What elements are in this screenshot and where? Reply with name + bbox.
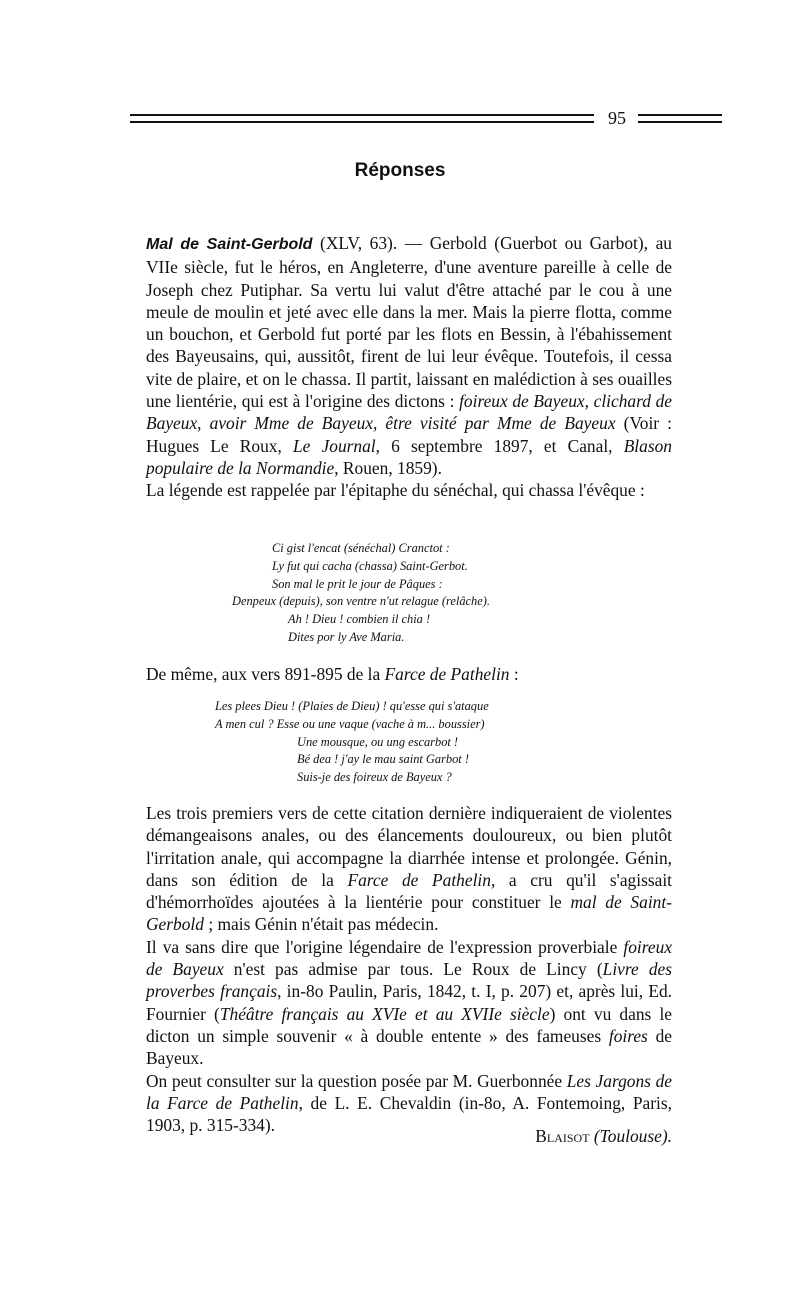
verse-line: Bé dea ! j'ay le mau saint Garbot ! [297, 752, 469, 767]
signature [146, 1126, 672, 1147]
epitaph-verse [232, 540, 612, 647]
entry-reference: (XLV, 63). [320, 233, 398, 253]
page-header [130, 108, 722, 128]
header-rule-left [130, 114, 594, 123]
verse-line: Dites por ly Ave Maria. [288, 629, 405, 644]
paragraph-consulter: On peut consulter sur la question posée par M. Guerbonnée Les Jargons de la Farce de Pathelin, de L. E. Chevaldin (in-8o, A. Fontemoing, Paris, 1903, p. 315-334). [146, 1070, 672, 1136]
commentary-body [146, 802, 672, 1136]
pathelin-verse [215, 698, 635, 787]
pathelin-intro: De même, aux vers 891-895 de la Farce de Pathelin : [146, 664, 519, 684]
verse-line: Suis-je des foireux de Bayeux ? [297, 770, 452, 785]
verse-line: Denpeux (depuis), son ventre n'ut relague (relâche). [232, 594, 490, 609]
paragraph-origine: Il va sans dire que l'origine légendaire de l'expression proverbiale foireux de Bayeux n'est pas admise par tous. Le Roux de Lincy (Livre des proverbes français, in-8o Paulin, Paris, 1842, t. I, p. 207) et, après lui, Ed. Fournier (Théâtre français au XVIe et au XVIIe siècle) ont vu dans le dicton un simple souvenir « à double entente » des fameuses foires de Bayeux. [146, 936, 673, 1069]
header-rule-right [638, 114, 722, 123]
verse-line: Ci gist l'encat (sénéchal) Cranctot : [272, 541, 450, 555]
verse-line: A men cul ? Esse ou une vaque (vache à m... boussier) [215, 716, 485, 731]
paragraph-saint-gerbold: Mal de Saint-Gerbold (XLV, 63). — Gerbold (Guerbot ou Garbot), au VIIe siècle, fut le héros, en Angleterre, d'une aventure pareille à celle de Joseph chez Putiphar. Sa vertu lui valut d'être attaché par le cou à une meule de moulin et jeté avec elle dans la mer. Mais la pierre flotta, comme un bouchon, et Gerbold fut porté par les flots en Bessin, à l'ébahissement des Bayeusains, qui, aussitôt, firent de lui leur évêque. Toutefois, il cessa vite de plaire, et on le chassa. Il partit, laissant en malédiction à ses ouailles une lientérie, qui est à l'origine des dictons : foireux de Bayeux, clichard de Bayeux, avoir Mme de Bayeux, être visité par Mme de Bayeux (Voir : Hugues Le Roux, Le Journal, 6 septembre 1897, et Canal, Blason populaire de la Normandie, Rouen, 1859). La légende est rappelée par l'épitaphe du sénéchal, qui chassa l'évêque : [146, 233, 673, 501]
author-name: Blaisot [535, 1126, 590, 1146]
paragraph-trois-vers: Les trois premiers vers de cette citation dernière indiqueraient de violentes démangeaisons anales, ou des élancements douloureux, ou bien plutôt l'irritation anale, qui accompagne la diarrhée intense et prolongée. Génin, dans son édition de la Farce de Pathelin, a cru qu'il s'agissait d'hémorrhoïdes ajoutées à la lientérie pour constituer le mal de Saint-Gerbold ; mais Génin n'était pas médecin. [146, 803, 672, 935]
entry-lead: Mal de Saint-Gerbold [146, 236, 313, 253]
author-place: (Toulouse). [593, 1126, 672, 1146]
verse-line: Ah ! Dieu ! combien il chia ! [288, 612, 431, 627]
verse-line: Son mal le prit le jour de Pâques : [272, 576, 443, 591]
page-number: 95 [608, 108, 626, 128]
section-title: Réponses [354, 160, 446, 181]
verse-line: Une mousque, ou ung escarbot ! [297, 734, 459, 749]
verse-line: Ly fut qui cacha (chassa) Saint-Gerbot. [272, 558, 468, 573]
verse-line: Les plees Dieu ! (Plaies de Dieu) ! qu'esse qui s'ataque [215, 699, 489, 713]
paragraph-legende: La légende est rappelée par l'épitaphe du sénéchal, qui chassa l'évêque : [146, 480, 645, 501]
